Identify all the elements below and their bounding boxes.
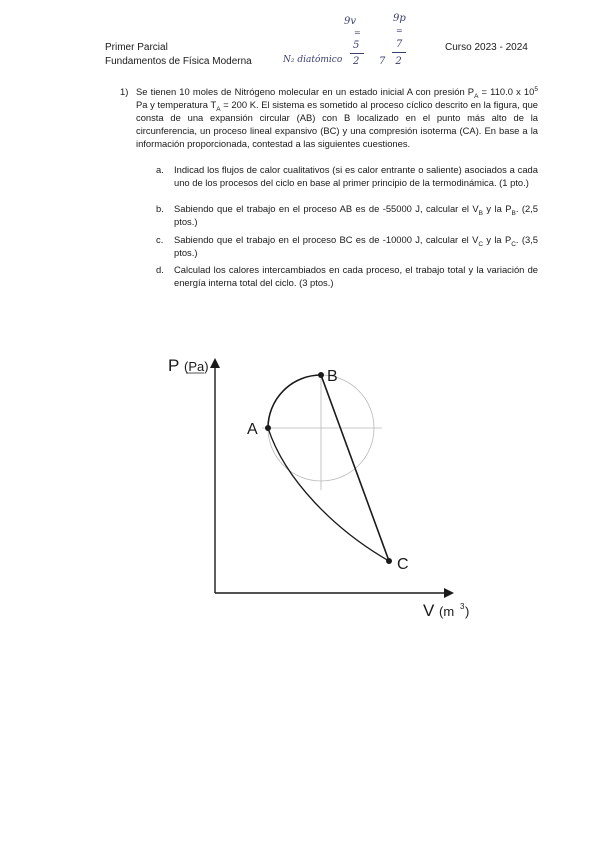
- problem-intro: Se tienen 10 moles de Nitrógeno molecular en un estado inicial A con presión $P_A = 110.0$ x $10^5$ Pa y temperatura $T_A = 200$ K. El sistema es sometido al proceso cíclico descrito en la figura, que consta de una expansión circular (AB) con B localizado en el punto más alto de la circunferencia, un proceso lineal expansivo (BC) y una compresión isoterma (CA). En base a la información proporcionada, contestad a las siguientes cuestiones.: [136, 85, 538, 149]
- point-a-label: A: [247, 421, 258, 438]
- point-b-label: B: [327, 368, 338, 385]
- item-d-text: Calculad los calores intercambiados en cada proceso, el trabajo total y la variación de energía interna total del ciclo. (3 ptos.): [174, 264, 538, 288]
- point-b-marker: [318, 372, 324, 378]
- handwritten-cv-denominator: 2: [353, 56, 360, 67]
- course-name: Fundamentos de Física Moderna: [105, 56, 252, 67]
- handwritten-cp-numerator: 7: [396, 39, 403, 50]
- volume-axis-unit-exponent: 3: [460, 602, 465, 611]
- point-a-marker: [265, 425, 271, 431]
- process-ab-arc: [268, 375, 321, 428]
- item-b-label: b.: [156, 203, 164, 214]
- point-c-marker: [386, 558, 392, 564]
- exam-title: Primer Parcial: [105, 42, 168, 53]
- problem-number: 1): [120, 86, 129, 97]
- process-bc-line: [321, 375, 389, 561]
- volume-axis-label: V: [423, 601, 435, 620]
- handwritten-cv-numerator: 5: [353, 40, 360, 51]
- item-a-label: a.: [156, 164, 164, 175]
- handwritten-scribble: 7 2: [379, 56, 402, 67]
- item-c-text: Sabiendo que el trabajo en el proceso BC es de -10000 J, calcular el $V_C$ y la $P_C$. (3,5 ptos.): [174, 234, 538, 258]
- volume-axis-unit-close: ): [465, 604, 470, 619]
- academic-year: Curso 2023 - 2024: [445, 42, 528, 53]
- handwritten-cv-label: 9v: [344, 16, 357, 27]
- item-b-text: Sabiendo que el trabajo en el proceso AB es de -55000 J, calcular el $V_B$ y la $P_B$. (2,5 ptos.): [174, 203, 538, 227]
- pressure-axis-label: P: [168, 356, 180, 375]
- volume-axis-unit: (m: [439, 604, 455, 619]
- handwritten-equals-2: =: [396, 26, 403, 35]
- point-c-label: C: [397, 556, 409, 573]
- process-ca-isotherm: [268, 428, 389, 561]
- handwritten-cp-label: 9p: [393, 13, 406, 24]
- handwritten-note: N₂ diatómico: [283, 55, 343, 65]
- pressure-axis-unit: (Pa): [184, 359, 209, 374]
- item-a-text: Indicad los flujos de calor cualitativos (si es calor entrante o saliente) asociados a cada uno de los procesos del ciclo en base al primer principio de la termodinámica. (1 pto.): [174, 164, 538, 188]
- item-d-label: d.: [156, 264, 164, 275]
- handwritten-equals-1: =: [354, 28, 361, 37]
- item-c-label: c.: [156, 234, 164, 245]
